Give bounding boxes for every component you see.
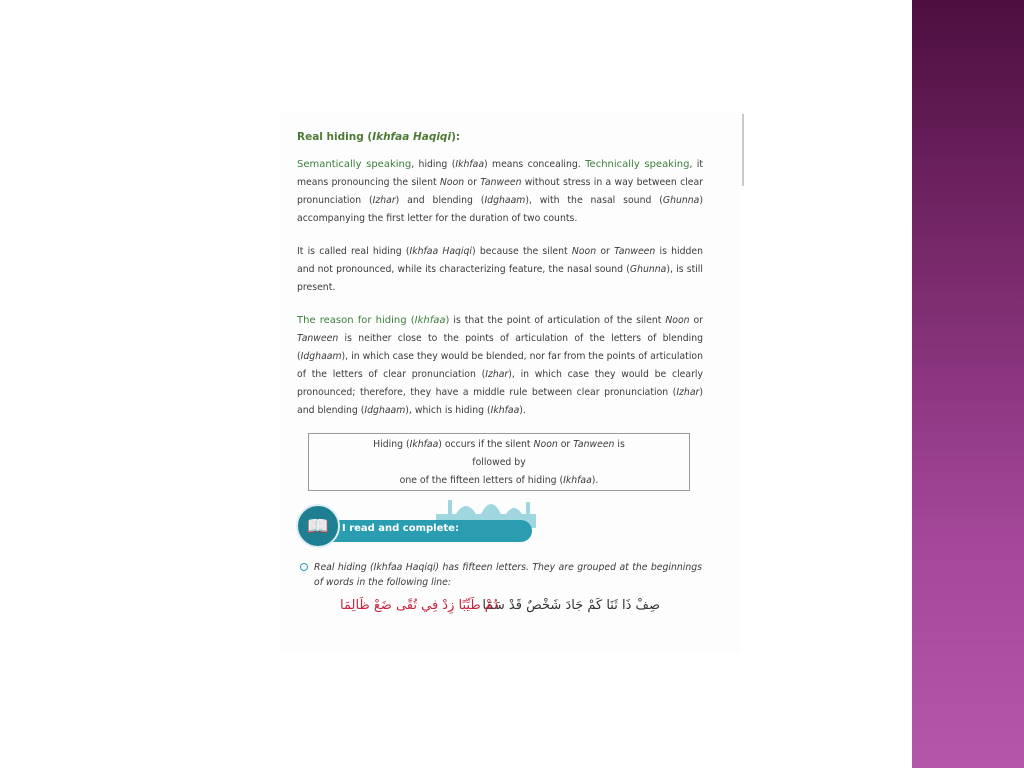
arabic-part-1: صِفْ ذَا ثَنَا كَمْ جَادَ شَخْصٌ قَدْ سَمَا [482,598,660,613]
rule-l1b: ) occurs if the silent [438,439,534,450]
p2-t4: is hidden and not pronounced, while its characterizing feature, the nasal sound ( [297,246,704,275]
p2-ikhfaa-haqiqi: Ikhfaa Haqiqi [409,246,473,257]
p3-noon: Noon [665,315,690,326]
p3-ikhfaa: Ikhfaa [490,405,520,416]
p1-izhar: Izhar [372,195,396,206]
p2-t3: or [596,246,615,257]
p1-t8: ) accompanying the first letter for the duration of two counts. [297,195,703,224]
p3-izhar: Izhar [485,369,509,380]
heading-suffix: ): [451,131,461,143]
p3-izhar2: Izhar [676,387,700,398]
decorative-side-bar [912,0,1024,768]
p1-idghaam: Idghaam [484,195,526,206]
p3-t5: ), in which case they would be clearly pronounced; therefore, they have a middle rule between clear pronunciation ( [297,369,703,398]
p3-t4: ), in which case they would be blended, nor far from the points of articulation of the letters of clear pronunciation ( [297,351,703,380]
p1-t3: , it means pronouncing the silent [297,159,704,188]
p1-t7: ), with the nasal sound ( [525,195,663,206]
p2-tanween: Tanween [614,246,656,257]
p2-noon: Noon [571,246,597,257]
rule-l3a: one of the fifteen letters of hiding ( [399,475,564,486]
page-edge-line [742,114,744,186]
rule-tanween: Tanween [573,439,615,450]
reason-ikhfaa: Ikhfaa [414,315,446,326]
p3-t3: is neither close to the points of articulation of the letters of blending ( [297,333,703,362]
p3-t2: or [689,315,704,326]
p3-t1: is that the point of articulation of the silent [449,315,666,326]
p2-t1: It is called real hiding ( [297,246,410,257]
rule-l1d: is [614,439,625,450]
paragraph-definition [297,156,703,228]
p2-ghunna: Ghunna [629,264,667,275]
activity-banner [296,494,536,550]
paragraph-real-hiding [297,243,703,297]
page-content [297,128,703,435]
p1-t6: ) and blending ( [395,195,485,206]
p3-t6: ) and blending ( [297,387,703,416]
rule-line-2: followed by [472,457,526,468]
p3-tanween: Tanween [297,333,339,344]
semantic-label: Semantically speaking [297,159,412,170]
bullet-text: Real hiding (Ikhfaa Haqiqi) has fifteen letters. They are grouped at the beginnings of words in the following line: [314,562,702,588]
rule-line-3 [309,472,689,490]
p3-t8: ). [519,405,526,416]
paragraph-reason [297,312,703,420]
p1-t2: ) means concealing. [484,159,586,170]
p2-t5: ), is still present. [297,264,703,293]
reason-close: ) [445,315,450,326]
p1-t5: without stress in a way between clear pronunciation ( [297,177,704,206]
p1-ikhfaa: Ikhfaa [455,159,485,170]
rule-ikhfaa: Ikhfaa [409,439,439,450]
arabic-letters-line [340,598,660,624]
rule-line-1 [309,436,689,454]
section-heading [297,128,703,146]
reason-label: The reason for hiding ( [297,315,415,326]
exercise-bullet [300,560,702,590]
rule-box [308,433,690,491]
technical-label: Technically speaking [585,159,690,170]
rule-noon: Noon [533,439,558,450]
p3-t7: ), which is hiding ( [405,405,491,416]
banner-label: I read and complete: [342,523,459,534]
arabic-part-2: دُمْ طَيِّبًا زِدْ فِي تُقًى ضَعْ ظَالِمَا [340,598,499,613]
student-reading-icon: 📖 [296,504,340,548]
rule-l1a: Hiding ( [373,439,410,450]
rule-l3b: ). [591,475,599,486]
p1-ghunna: Ghunna [662,195,700,206]
p1-noon: Noon [439,177,465,188]
heading-prefix: Real hiding ( [297,131,373,143]
p1-t4: or [464,177,481,188]
p3-idghaam2: Idghaam [364,405,406,416]
p3-idghaam: Idghaam [300,351,342,362]
p2-t2: ) because the silent [472,246,572,257]
bullet-circle-icon [300,563,308,571]
heading-italic: Ikhfaa Haqiqi [372,131,452,143]
p1-t1: , hiding ( [411,159,456,170]
p1-tanween: Tanween [480,177,522,188]
rule-ikhfaa2: Ikhfaa [563,475,592,486]
rule-l1c: or [557,439,574,450]
